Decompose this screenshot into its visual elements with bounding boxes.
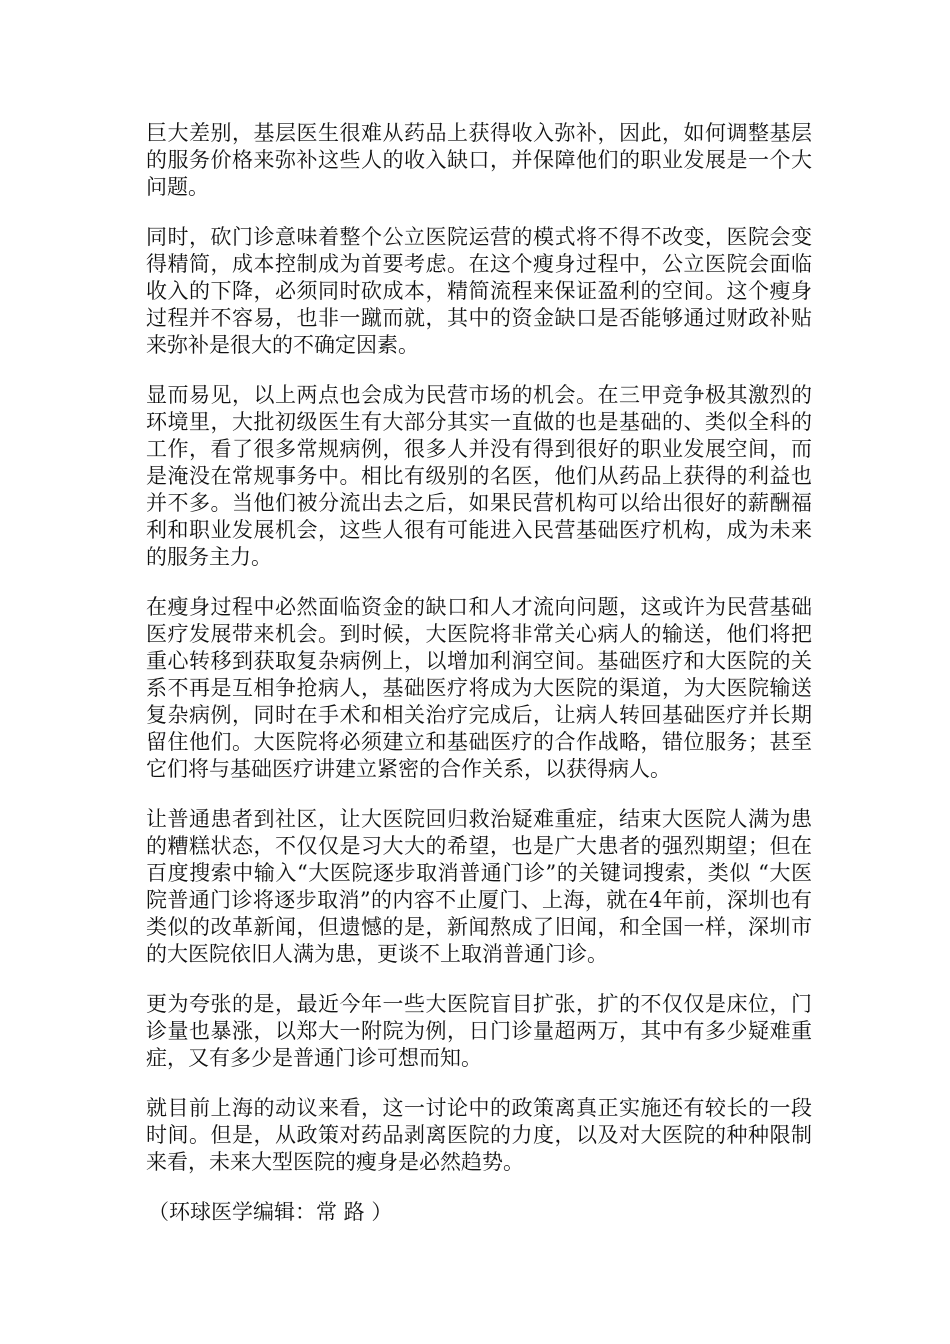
paragraph-7: 就目前上海的动议来看，这一讨论中的政策离真正实施还有较长的一段时间。但是，从政策对药品剥离医院的力度，以及对大医院的种种限制来看，未来大型医院的瘦身是必然趋势。 [146, 1096, 812, 1174]
paragraph-6: 更为夸张的是，最近今年一些大医院盲目扩张，扩的不仅仅是床位，门诊量也暴涨，以郑大一附院为例，日门诊量超两万，其中有多少疑难重症，又有多少是普通门诊可想而知。 [146, 992, 812, 1070]
paragraph-4: 在瘦身过程中必然面临资金的缺口和人才流向问题，这或许为民营基础医疗发展带来机会。到时候，大医院将非常关心病人的输送，他们将把重心转移到获取复杂病例上，以增加利润空间。基础医疗和大医院的关系不再是互相争抢病人，基础医疗将成为大医院的渠道，为大医院输送复杂病例，同时在手术和相关治疗完成后，让病人转回基础医疗并长期留住他们。大医院将必须建立和基础医疗的合作战略，错位服务；甚至它们将与基础医疗讲建立紧密的合作关系，以获得病人。 [146, 595, 812, 781]
editor-credit: （环球医学编辑：常 路 ） [148, 1200, 393, 1224]
paragraph-5: 让普通患者到社区，让大医院回归救治疑难重症，结束大医院人满为患的糟糕状态，不仅仅是习大大的希望，也是广大患者的强烈期望；但在百度搜索中输入“大医院逐步取消普通门诊”的关键词搜索，类似 “大医院普通门诊将逐步取消”的内容不止厦门、上海，就在4年前，深圳也有类似的改革新闻，但遗憾的是，新闻熬成了旧闻，和全国一样，深圳市的大医院依旧人满为患，更谈不上取消普通门诊。 [146, 807, 812, 966]
paragraph-1: 巨大差别，基层医生很难从药品上获得收入弥补，因此，如何调整基层的服务价格来弥补这些人的收入缺口，并保障他们的职业发展是一个大问题。 [146, 121, 812, 199]
paragraph-3: 显而易见，以上两点也会成为民营市场的机会。在三甲竞争极其激烈的环境里，大批初级医生有大部分其实一直做的也是基础的、类似全科的工作，看了很多常规病例，很多人并没有得到很好的职业发展空间，而是淹没在常规事务中。相比有级别的名医，他们从药品上获得的利益也并不多。当他们被分流出去之后，如果民营机构可以给出很好的薪酬福利和职业发展机会，这些人很有可能进入民营基础医疗机构，成为未来的服务主力。 [146, 383, 812, 569]
article-body [146, 120, 812, 1226]
paragraph-2: 同时，砍门诊意味着整个公立医院运营的模式将不得不改变，医院会变得精简，成本控制成为首要考虑。在这个瘦身过程中，公立医院会面临收入的下降，必须同时砍成本，精简流程来保证盈利的空间。这个瘦身过程并不容易，也非一蹴而就，其中的资金缺口是否能够通过财政补贴来弥补是很大的不确定因素。 [146, 225, 812, 357]
